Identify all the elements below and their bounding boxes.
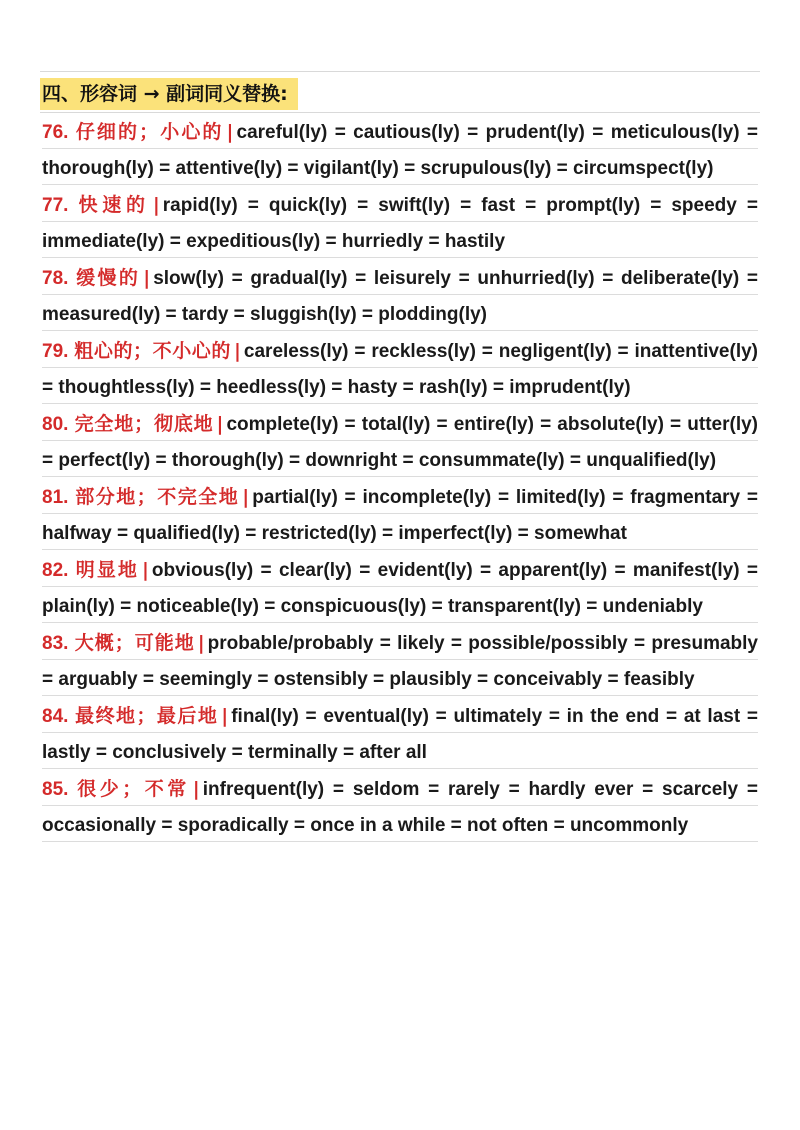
entry-separator: | <box>197 632 205 654</box>
heading-divider <box>40 112 760 113</box>
entry-synonyms: rapid(ly) = quick(ly) = swift(ly) = fast = prompt(ly) = speedy = immediate(ly) = expeditious(ly) = hurriedly = hastily <box>42 195 758 252</box>
entry-separator: | <box>242 486 250 508</box>
list-item-85 <box>42 771 758 844</box>
entry-separator: | <box>192 778 200 800</box>
entry-chinese-meaning: 粗心的；不小心的 <box>74 340 231 362</box>
entry-number: 76. <box>42 122 69 143</box>
entry-list <box>42 114 758 844</box>
entry-separator: | <box>143 267 151 289</box>
entry-chinese-meaning: 部分地；不完全地 <box>75 486 240 508</box>
entry-separator: | <box>221 705 229 727</box>
entry-chinese-meaning: 明显地 <box>75 559 139 581</box>
entry-separator: | <box>141 559 149 581</box>
entry-synonyms: slow(ly) = gradual(ly) = leisurely = unhurried(ly) = deliberate(ly) = measured(ly) = tardy = sluggish(ly) = plodding(ly) <box>42 268 759 325</box>
entry-number: 85. <box>42 779 69 800</box>
entry-chinese-meaning: 最终地；最后地 <box>75 705 219 727</box>
entry-number: 78. <box>42 268 69 289</box>
top-divider <box>40 71 760 72</box>
entry-synonyms: infrequent(ly) = seldom = rarely = hardly ever = scarcely = occasionally = sporadically = once in a while = not often = uncommonly <box>42 779 759 836</box>
entry-synonyms: probable/probably = likely = possible/possibly = presumably = arguably = seemingly = ostensibly = plausibly = conceivably = feasibly <box>42 633 758 690</box>
entry-synonyms: obvious(ly) = clear(ly) = evident(ly) = apparent(ly) = manifest(ly) = plain(ly) = noticeable(ly) = conspicuous(ly) = transparent(ly) = undeniably <box>42 560 758 617</box>
list-item-84 <box>42 698 758 771</box>
entry-number: 84. <box>42 706 69 727</box>
list-item-79 <box>42 333 758 406</box>
entry-number: 83. <box>42 633 69 654</box>
entry-chinese-meaning: 快速的 <box>78 194 150 216</box>
list-item-80 <box>42 406 758 479</box>
list-item-76 <box>42 114 758 187</box>
list-item-78 <box>42 260 758 333</box>
entry-number: 82. <box>42 560 69 581</box>
entry-chinese-meaning: 很少；不常 <box>77 778 190 800</box>
entry-chinese-meaning: 大概；可能地 <box>74 632 195 654</box>
entry-separator: | <box>226 121 234 143</box>
entry-separator: | <box>233 340 241 362</box>
entry-number: 80. <box>42 414 69 435</box>
entry-number: 77. <box>42 195 69 216</box>
entry-chinese-meaning: 仔细的；小心的 <box>75 121 224 143</box>
entry-separator: | <box>216 413 224 435</box>
entry-synonyms: complete(ly) = total(ly) = entire(ly) = absolute(ly) = utter(ly) = perfect(ly) = thorough(ly) = downright = consummate(ly) = unqualified(ly) <box>42 414 759 471</box>
list-item-83 <box>42 625 758 698</box>
entry-separator: | <box>152 194 160 216</box>
entry-synonyms: final(ly) = eventual(ly) = ultimately = in the end = at last = lastly = conclusively = terminally = after all <box>42 706 758 763</box>
section-heading: 四、形容词 → 副词同义替换: <box>40 78 298 110</box>
entry-chinese-meaning: 缓慢的 <box>76 267 141 289</box>
list-item-82 <box>42 552 758 625</box>
entry-number: 79. <box>42 341 69 362</box>
list-item-81 <box>42 479 758 552</box>
entry-synonyms: careless(ly) = reckless(ly) = negligent(ly) = inattentive(ly) = thoughtless(ly) = heedless(ly) = hasty = rash(ly) = imprudent(ly) <box>42 341 758 398</box>
entry-number: 81. <box>42 487 69 508</box>
entry-chinese-meaning: 完全地；彻底地 <box>74 413 214 435</box>
entry-synonyms: careful(ly) = cautious(ly) = prudent(ly) = meticulous(ly) = thorough(ly) = attentive(ly) = vigilant(ly) = scrupulous(ly) = circumspect(ly) <box>42 122 758 179</box>
list-item-77 <box>42 187 758 260</box>
entry-synonyms: partial(ly) = incomplete(ly) = limited(ly) = fragmentary = halfway = qualified(ly) = restricted(ly) = imperfect(ly) = somewhat <box>42 487 759 544</box>
